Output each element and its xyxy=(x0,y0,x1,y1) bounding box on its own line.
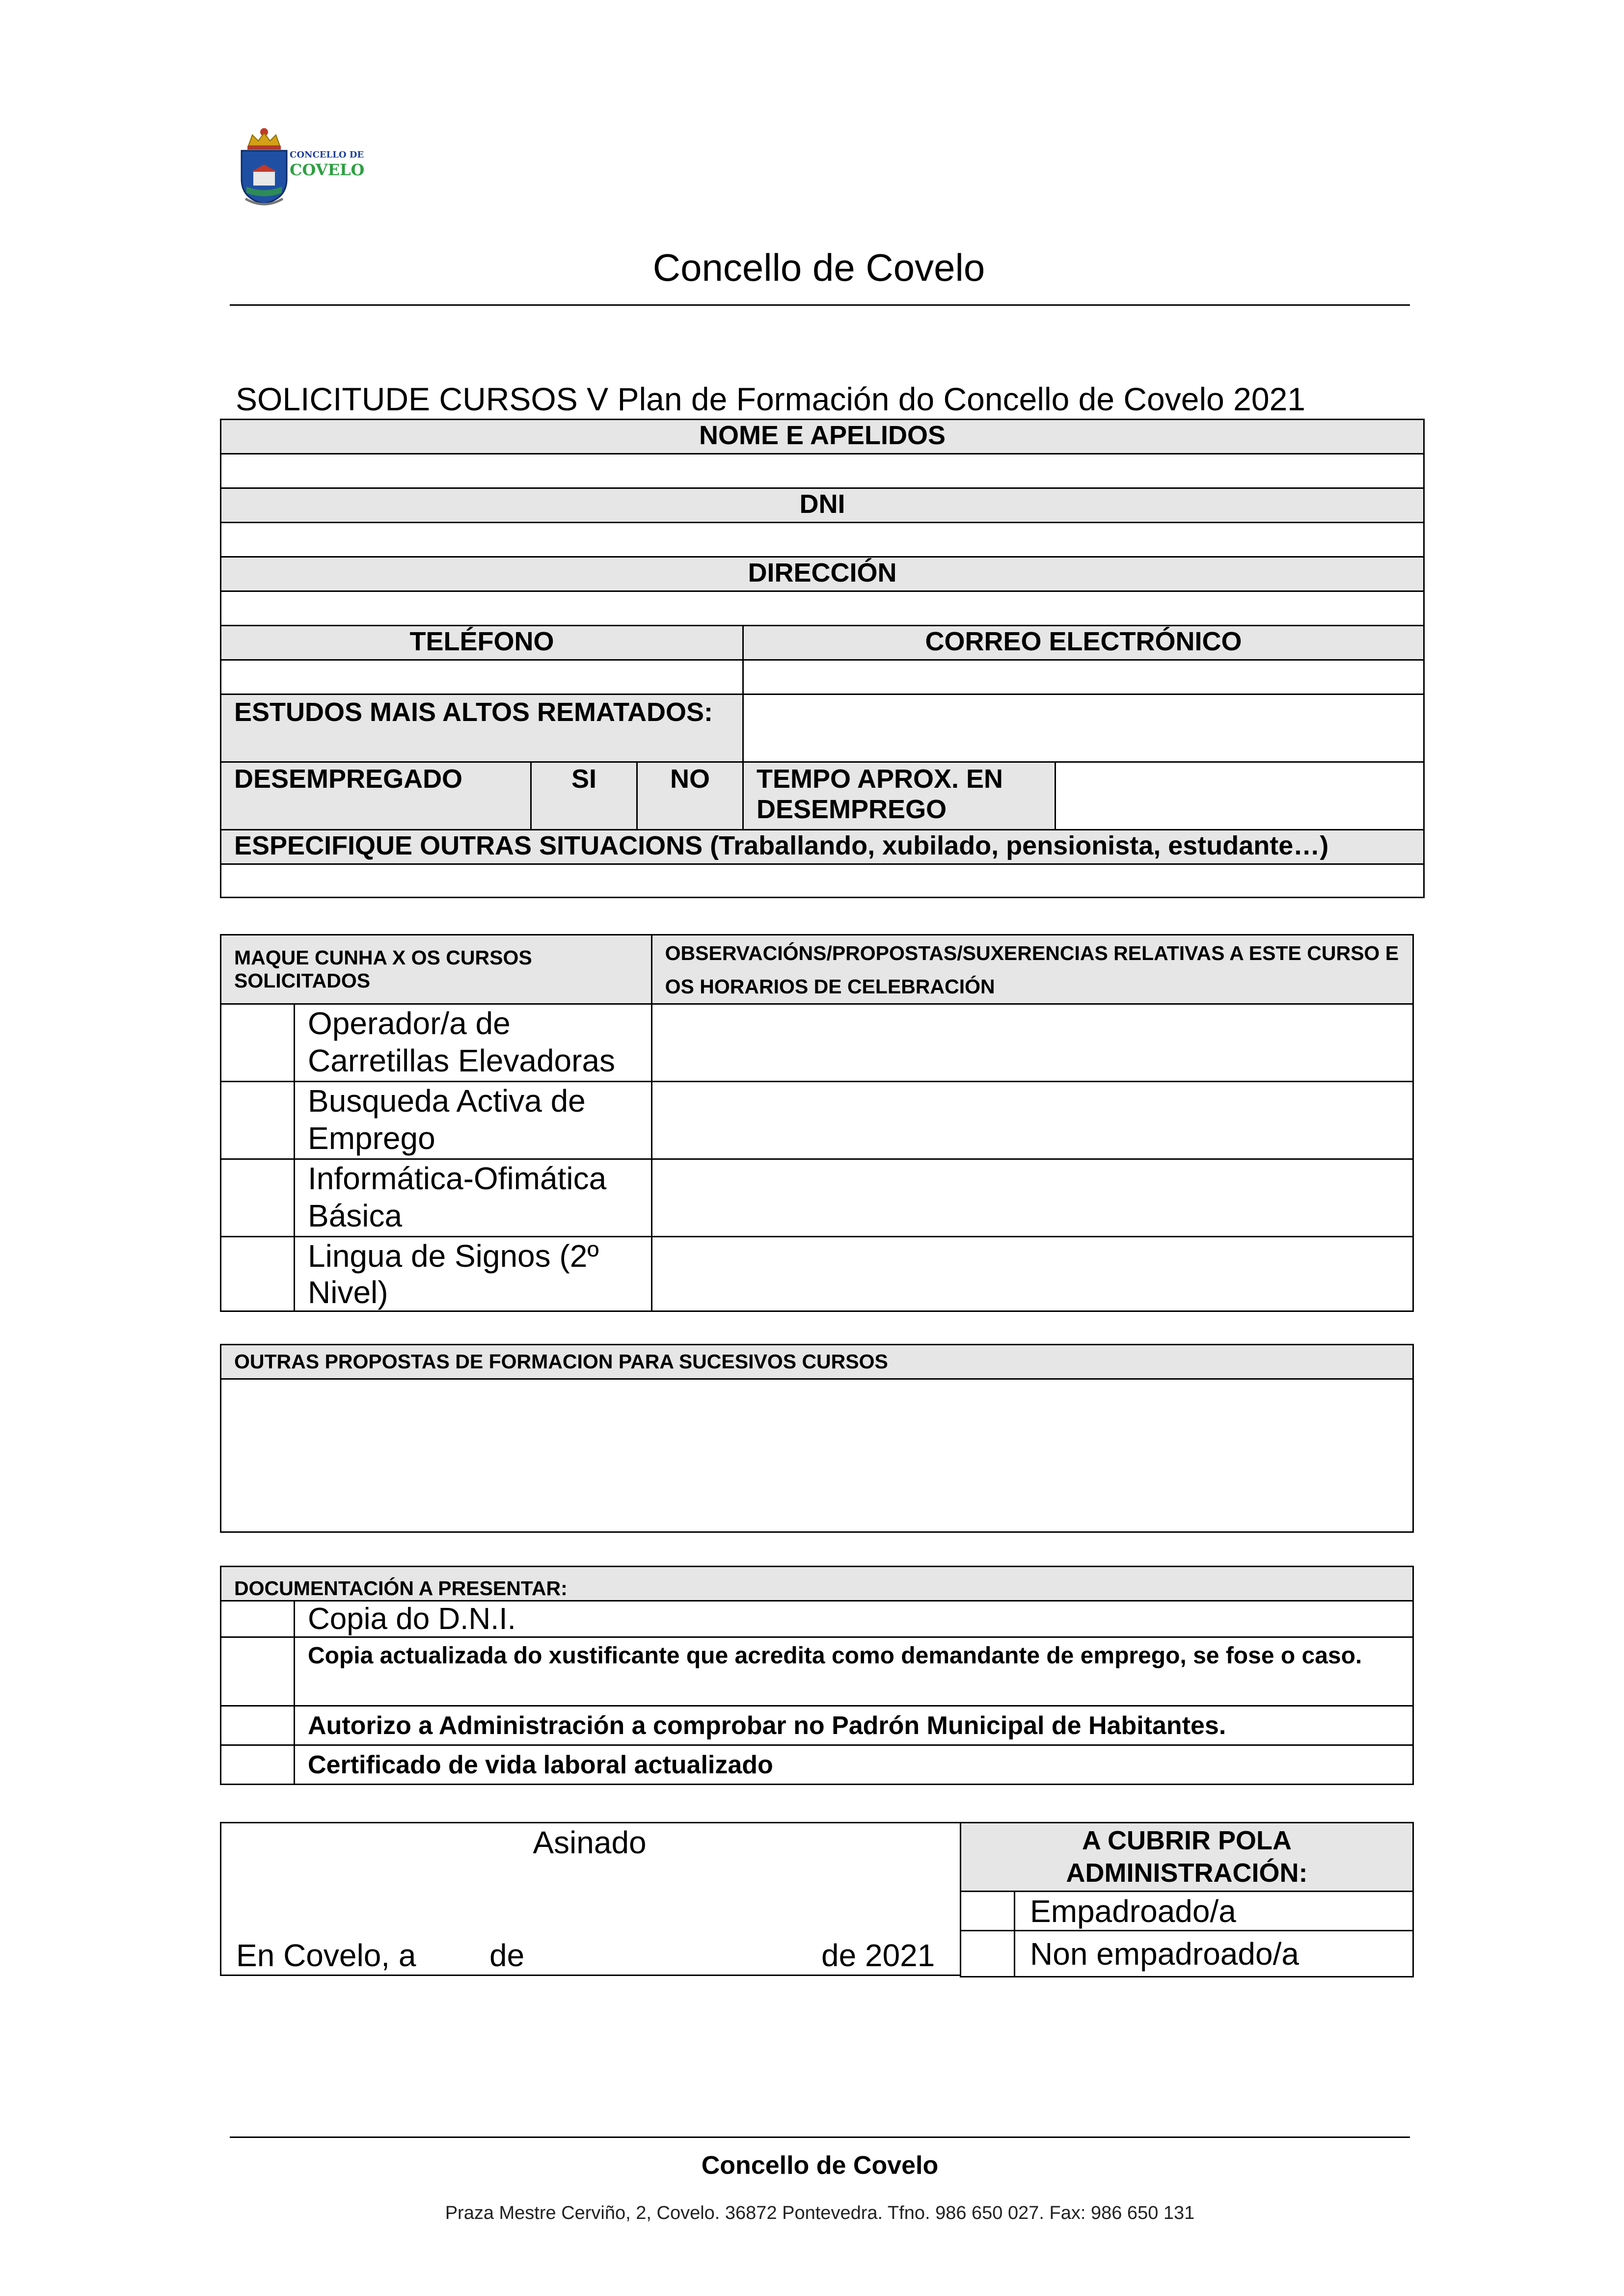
unemployed-label: DESEMPREGADO xyxy=(221,762,531,830)
footer-divider xyxy=(230,2136,1410,2138)
admin-table xyxy=(960,1822,1414,1977)
registered-checkbox[interactable] xyxy=(961,1892,1015,1931)
logo xyxy=(235,125,382,209)
address-field[interactable] xyxy=(221,591,1424,626)
course-checkbox[interactable] xyxy=(221,1159,295,1237)
phone-field[interactable] xyxy=(221,660,743,694)
studies-label: ESTUDOS MAIS ALTOS REMATADOS: xyxy=(221,694,743,762)
course-checkbox[interactable] xyxy=(221,1082,295,1159)
unemployed-no-option[interactable]: NO xyxy=(637,762,743,830)
document-checkbox[interactable] xyxy=(221,1637,295,1706)
course-label: Informática-Ofimática Básica xyxy=(295,1159,652,1237)
course-label: Lingua de Signos (2º Nivel) xyxy=(295,1237,652,1311)
course-checkbox[interactable] xyxy=(221,1004,295,1082)
address-label: DIRECCIÓN xyxy=(221,557,1424,591)
course-observation-field[interactable] xyxy=(651,1082,1413,1159)
courses-table xyxy=(220,934,1414,1312)
observations-header: OBSERVACIÓNS/PROPOSTAS/SUXERENCIAS RELATIVAS A ESTE CURSO E OS HORARIOS DE CELEBRACIÓN xyxy=(651,935,1413,1004)
logo-line-2: COVELO xyxy=(290,160,365,179)
applicant-form-table xyxy=(220,419,1425,898)
courses-header: MAQUE CUNHA X OS CURSOS SOLICITADOS xyxy=(221,935,652,1004)
dni-field[interactable] xyxy=(221,523,1424,557)
coat-of-arms-icon xyxy=(235,125,294,209)
footer-address: Praza Mestre Cerviño, 2, Covelo. 36872 Pontevedra. Tfno. 986 650 027. Fax: 986 650 131 xyxy=(445,2203,1195,2223)
dni-label: DNI xyxy=(221,488,1424,523)
document-label: Autorizo a Administración a comprobar no Padrón Municipal de Habitantes. xyxy=(295,1706,1413,1745)
name-label: NOME E APELIDOS xyxy=(221,420,1424,454)
signature-date-de: de xyxy=(489,1938,525,1973)
header-divider xyxy=(230,304,1410,306)
course-observation-field[interactable] xyxy=(651,1237,1413,1311)
unemployment-time-field[interactable] xyxy=(1056,762,1424,830)
registered-label: Empadroado/a xyxy=(1015,1892,1413,1931)
not-registered-label: Non empadroado/a xyxy=(1015,1931,1413,1977)
proposals-field[interactable] xyxy=(221,1379,1413,1532)
course-label: Busqueda Activa de Emprego xyxy=(295,1082,652,1159)
signature-place: En Covelo, a xyxy=(236,1938,416,1973)
unemployment-time-label: TEMPO APROX. EN DESEMPREGO xyxy=(743,762,1056,830)
form-title: SOLICITUDE CURSOS V Plan de Formación do Concello de Covelo 2021 xyxy=(236,381,1305,417)
document-checkbox[interactable] xyxy=(221,1745,295,1785)
page-header-title: Concello de Covelo xyxy=(652,246,985,289)
other-situations-field[interactable] xyxy=(221,864,1424,898)
course-checkbox[interactable] xyxy=(221,1237,295,1311)
course-observation-field[interactable] xyxy=(651,1159,1413,1237)
document-label: Certificado de vida laboral actualizado xyxy=(295,1745,1413,1785)
studies-field[interactable] xyxy=(743,694,1424,762)
logo-line-1: CONCELLO DE xyxy=(290,150,364,160)
document-label: Copia do D.N.I. xyxy=(295,1601,1413,1637)
documentation-table xyxy=(220,1566,1414,1785)
email-field[interactable] xyxy=(743,660,1424,694)
unemployed-yes-option[interactable]: SI xyxy=(531,762,637,830)
course-observation-field[interactable] xyxy=(651,1004,1413,1082)
document-checkbox[interactable] xyxy=(221,1706,295,1745)
proposals-header: OUTRAS PROPOSTAS DE FORMACION PARA SUCESIVOS CURSOS xyxy=(221,1345,1413,1379)
phone-label: TELÉFONO xyxy=(221,626,743,660)
signature-label: Asinado xyxy=(533,1825,647,1860)
other-situations-label: ESPECIFIQUE OUTRAS SITUACIONS (Traballando, xubilado, pensionista, estudante…) xyxy=(221,830,1424,864)
name-field[interactable] xyxy=(221,454,1424,488)
course-label: Operador/a de Carretillas Elevadoras xyxy=(295,1004,652,1082)
email-label: CORREO ELECTRÓNICO xyxy=(743,626,1424,660)
admin-header: A CUBRIR POLA ADMINISTRACIÓN: xyxy=(961,1823,1413,1892)
document-checkbox[interactable] xyxy=(221,1601,295,1637)
not-registered-checkbox[interactable] xyxy=(961,1931,1015,1977)
signature-year: de 2021 xyxy=(821,1938,935,1973)
proposals-table xyxy=(220,1344,1414,1533)
documentation-header: DOCUMENTACIÓN A PRESENTAR: xyxy=(221,1567,1413,1601)
document-label: Copia actualizada do xustificante que acredita como demandante de emprego, se fose o caso. xyxy=(295,1637,1413,1706)
footer-title: Concello de Covelo xyxy=(701,2151,939,2180)
signature-box[interactable] xyxy=(220,1822,961,1976)
